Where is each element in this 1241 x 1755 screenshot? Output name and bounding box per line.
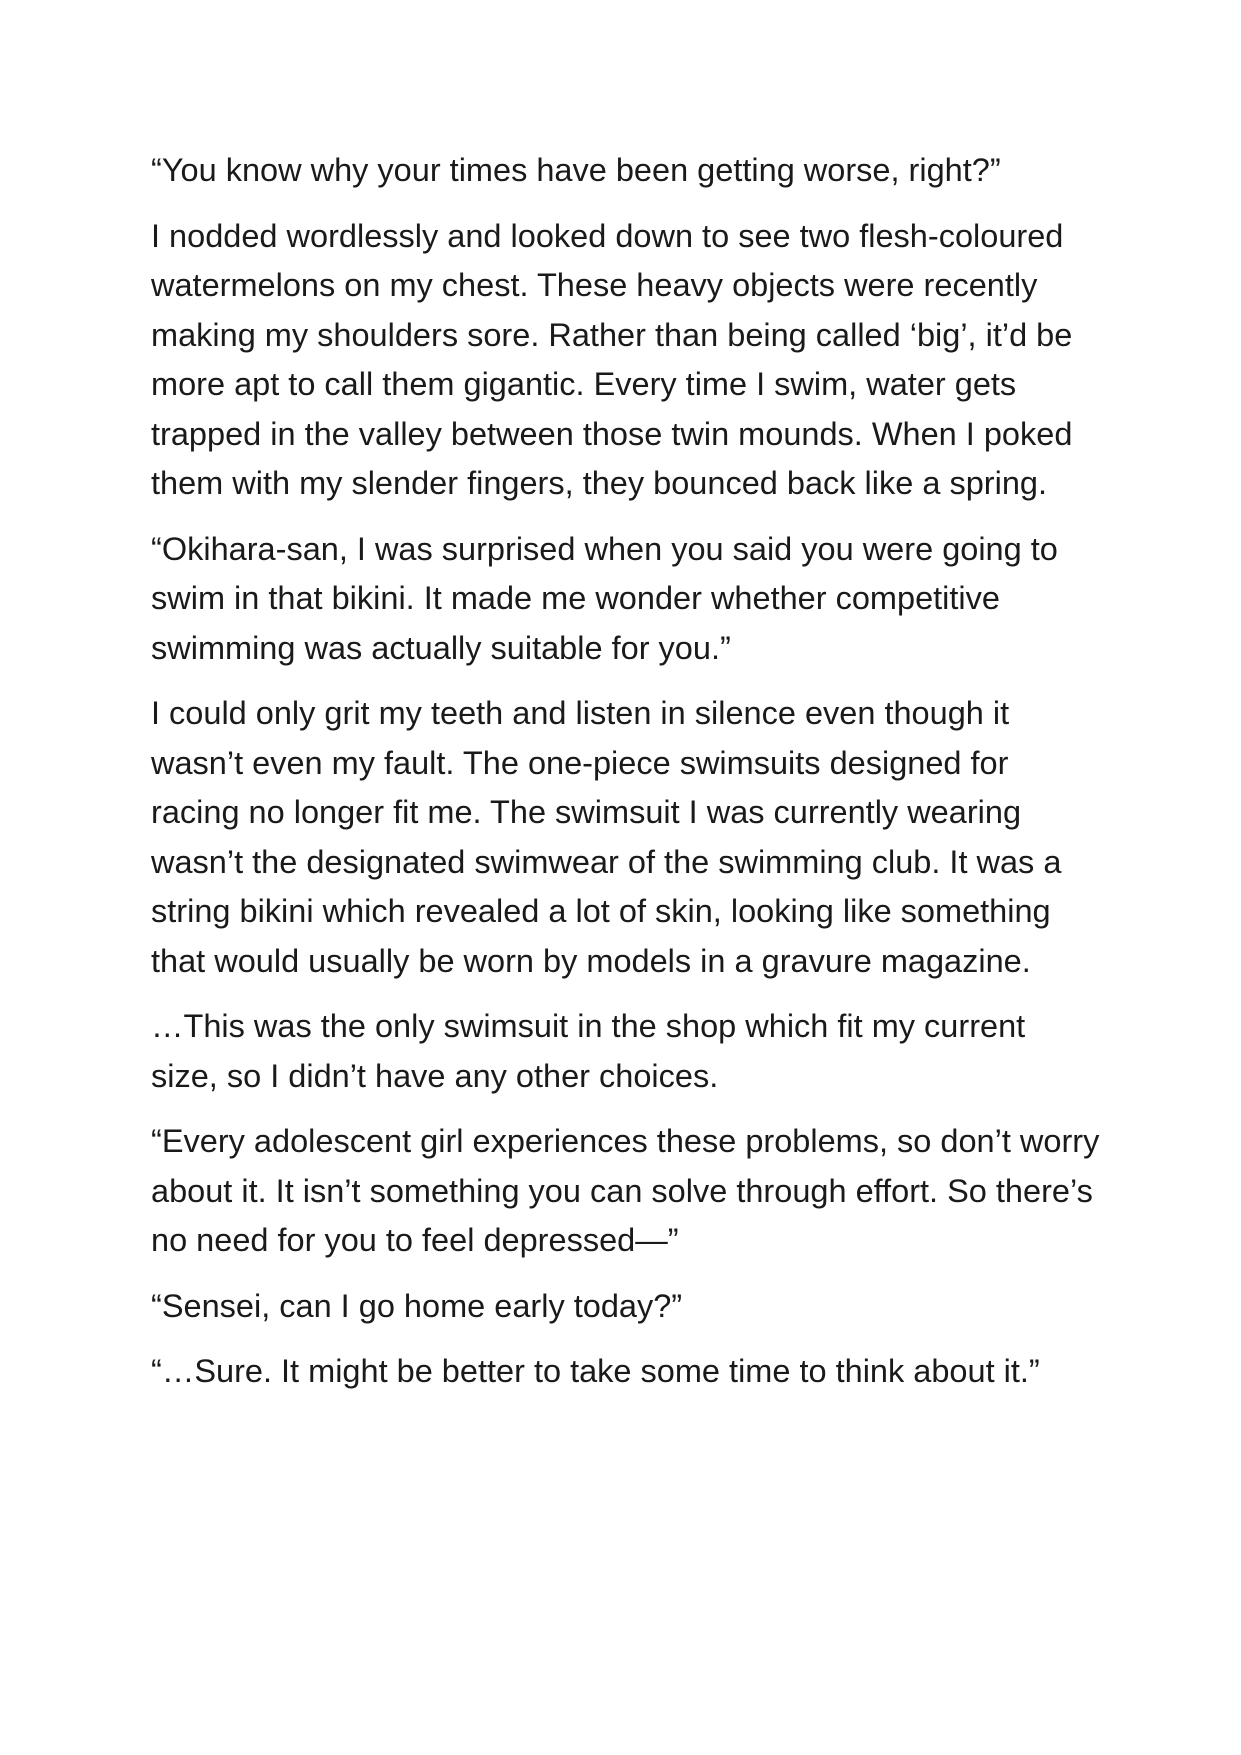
body-text	[151, 146, 1101, 1413]
paragraph-7: “Sensei, can I go home early today?”	[151, 1287, 683, 1324]
paragraph-6: “Every adolescent girl experiences these problems, so don’t worry about it. It isn’t something you can solve through effort. So there’s no need for you to feel depressed—”	[151, 1123, 1100, 1258]
paragraph-1: “You know why your times have been getting worse, right?”	[151, 152, 1001, 188]
paragraph-5: …This was the only swimsuit in the shop which fit my current size, so I didn’t have any other choices.	[151, 1008, 1026, 1094]
paragraph-2: I nodded wordlessly and looked down to see two flesh-coloured watermelons on my chest. These heavy objects were recently making my shoulders sore. Rather than being called ‘big’, it’d be more apt to call them gigantic. Every time I swim, water gets trapped in the valley between those twin mounds. When I poked them with my slender fingers, they bounced back like a spring.	[151, 217, 1073, 501]
paragraph-3: “Okihara-san, I was surprised when you said you were going to swim in that bikini. It made me wonder whether competitive swimming was actually suitable for you.”	[151, 530, 1058, 666]
paragraph-8: “…Sure. It might be better to take some time to think about it.”	[151, 1353, 1040, 1389]
paragraph-4: I could only grit my teeth and listen in silence even though it wasn’t even my fault. The one-piece swimsuits designed for racing no longer fit me. The swimsuit I was currently wearing wasn’t the designated swimwear of the swimming club. It was a string bikini which revealed a lot of skin, looking like something that would usually be worn by models in a gravure magazine.	[151, 695, 1062, 979]
